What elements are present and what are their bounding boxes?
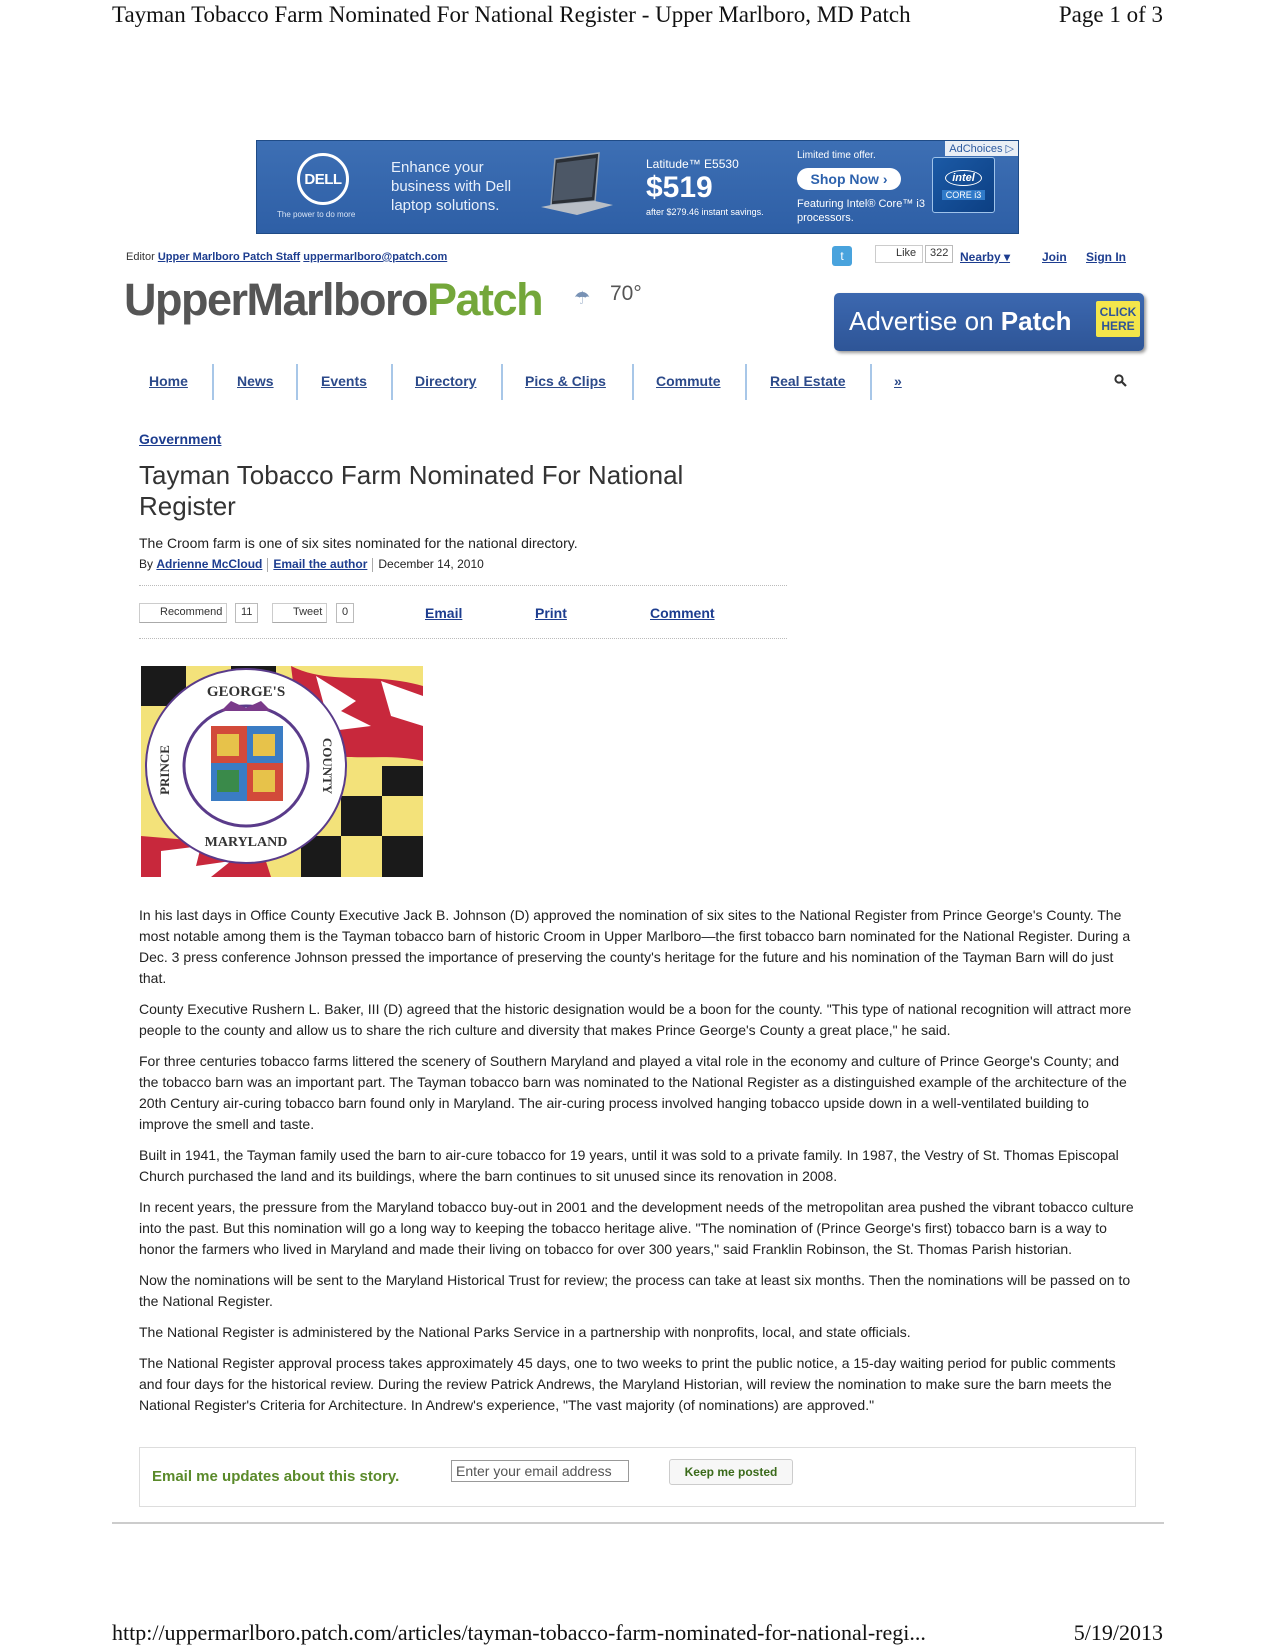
ad-price: $519 <box>646 171 713 204</box>
nav-divider <box>501 364 503 400</box>
article-paragraph: In recent years, the pressure from the Maryland tobacco buy-out in 2001 and the development needs of the metropolitan area pushed the vibrant tobacco culture into the past. But this nomination will go a long way to keeping the tobacco heritage alive. "The nomination of (Prince George's first) tobacco barn is a way to honor the farmers who lived in Maryland and made their living on tobacco for over 300 years," said Franklin Robinson, the St. Thomas Parish historian. <box>139 1199 1134 1257</box>
article-paragraph: Built in 1941, the Tayman family used the barn to air-cure tobacco for 19 years, until it was sold to a private family. In 1987, the Vestry of St. Thomas Episcopal Church purchased the land and its buildings, where the barn continues to sit unused since its renovation in 2008. <box>139 1147 1119 1184</box>
article-paragraph: Now the nominations will be sent to the Maryland Historical Trust for review; the process can take at least six months. Then the nominations will be passed on to the National Register. <box>139 1272 1131 1309</box>
email-author-link[interactable]: Email the author <box>273 557 368 571</box>
author-link[interactable]: Adrienne McCloud <box>156 557 263 571</box>
email-share-link[interactable]: Email <box>425 605 463 621</box>
byline-divider <box>372 558 373 572</box>
facebook-like-count: 322 <box>925 245 953 263</box>
signup-label: Email me updates about this story. <box>152 1468 400 1485</box>
search-icon[interactable] <box>1114 374 1127 390</box>
ad-offer: Limited time offer. <box>797 150 876 161</box>
nav-more[interactable]: » <box>894 373 902 389</box>
email-signup-box <box>139 1447 1136 1507</box>
nav-divider <box>391 364 393 400</box>
ad-savings: after $279.46 instant savings. <box>646 207 764 217</box>
article-paragraph: In his last days in Office County Executive Jack B. Johnson (D) approved the nomination of six sites to the National Register from Prince George's County. The most notable among them is the Tayman tobacco barn of historic Croom in Upper Marlboro—the first tobacco barn nominated for the National Register. During a Dec. 3 press conference Johnson pressed the importance of preserving the county's heritage for the future and his nomination of the Tayman Barn will do just that. <box>139 907 1131 986</box>
sign-in-link[interactable]: Sign In <box>1086 250 1126 264</box>
dell-tagline: The power to do more <box>277 210 356 219</box>
print-page-number: Page 1 of 3 <box>1058 2 1163 27</box>
main-nav <box>130 362 1150 402</box>
article-paragraph: County Executive Rushern L. Baker, III (D) agreed that the historic designation would be a boon for the county. "This type of national recognition will attract more people to the county and allow us to share the rich culture and diversity that makes Prince George's County a great place," he said. <box>139 1001 1132 1038</box>
byline-divider <box>267 558 268 572</box>
intel-name: intel <box>945 170 982 186</box>
category-link[interactable]: Government <box>139 431 222 447</box>
comment-link[interactable]: Comment <box>650 605 715 621</box>
tweet-count: 0 <box>336 603 354 623</box>
advertise-label <box>849 306 1072 337</box>
intel-core: CORE i3 <box>942 190 986 200</box>
prince-georges-county-flag-image <box>141 666 423 877</box>
ad-model: Latitude™ E5530 <box>646 157 739 171</box>
editor-prefix: Editor <box>126 251 155 263</box>
seal-bottom-text: MARYLAND <box>204 835 288 850</box>
seal-right-text: COUNTY <box>320 737 335 795</box>
tweet-button[interactable]: Tweet <box>272 603 327 623</box>
article-paragraph: The National Register is administered by the National Parks Service in a partnership with nonprofits, local, and state officials. <box>139 1324 911 1340</box>
keep-me-posted-button[interactable]: Keep me posted <box>669 1459 793 1485</box>
nav-home[interactable]: Home <box>149 373 188 389</box>
ad-feature: Featuring Intel® Core™ i3 processors. <box>797 198 925 224</box>
editor-name-link[interactable]: Upper Marlboro Patch Staff <box>157 251 301 263</box>
article-body <box>139 905 1137 1426</box>
article-date: December 14, 2010 <box>378 557 484 571</box>
click-here-badge: CLICK HERE <box>1096 301 1140 337</box>
join-link[interactable]: Join <box>1042 250 1067 264</box>
advertise-brand: Patch <box>1000 306 1072 336</box>
byline-by: By <box>139 557 154 571</box>
nav-pics-clips[interactable]: Pics & Clips <box>525 373 606 389</box>
article-subhead: The Croom farm is one of six sites nominated for the national directory. <box>139 535 578 551</box>
article-headline: Tayman Tobacco Farm Nominated For National Register <box>139 460 684 521</box>
facebook-like-button[interactable]: Like <box>875 245 923 263</box>
nearby-dropdown[interactable]: Nearby ▾ <box>960 250 1011 264</box>
weather-icon: ☂ <box>574 288 591 308</box>
nav-divider <box>212 364 214 400</box>
editor-email-link[interactable]: uppermarlboro@patch.com <box>303 251 448 263</box>
print-header-title: Tayman Tobacco Farm Nominated For National Register - Upper Marlboro, MD Patch <box>112 2 911 27</box>
email-input[interactable] <box>451 1460 629 1482</box>
recommend-count: 11 <box>235 603 258 623</box>
nav-divider <box>296 364 298 400</box>
print-link[interactable]: Print <box>535 605 567 621</box>
advertise-on-patch-button[interactable] <box>834 293 1144 351</box>
article-paragraph: The National Register approval process takes approximately 45 days, one to two weeks to print the public notice, a 15-day waiting period for public comments and four days for the historical review. During the review Patrick Andrews, the Maryland Historian, will review the nomination to make sure the barn meets the National Register's Criteria for Architecture. In Andrew's experience, "The vast majority (of nominations) are approved." <box>139 1355 1116 1413</box>
twitter-icon[interactable]: t <box>832 246 852 266</box>
logo-brand: Patch <box>427 274 543 325</box>
print-footer-url: http://uppermarlboro.patch.com/articles/tayman-tobacco-farm-nominated-for-national-regi... <box>112 1620 926 1645</box>
intel-badge-icon <box>932 157 995 213</box>
byline <box>139 557 484 572</box>
editor-line <box>126 251 447 263</box>
print-footer-date: 5/19/2013 <box>1073 1620 1163 1645</box>
adchoices-link[interactable]: AdChoices ▷ <box>945 141 1018 156</box>
laptop-icon <box>537 151 617 221</box>
recommend-button[interactable]: Recommend <box>139 603 227 623</box>
dell-ad-banner[interactable] <box>256 140 1019 234</box>
nav-commute[interactable]: Commute <box>656 373 721 389</box>
article-paragraph: For three centuries tobacco farms littered the scenery of Southern Maryland and played a vital role in the economy and culture of Prince George's County; and the tobacco barn was an important part. The Tayman tobacco barn was nominated to the National Register as a distinguished example of the architecture of the 20th Century air-curing tobacco barn found only in Maryland. The air-curing process involved hanging tobacco upside down in a well-ventilated building to improve the smell and taste. <box>139 1053 1127 1132</box>
nav-divider <box>870 364 872 400</box>
divider <box>112 1522 1164 1524</box>
share-bar <box>139 585 787 639</box>
seal-left-text: PRINCE <box>157 745 172 795</box>
dell-logo: DELL <box>297 153 349 205</box>
nav-events[interactable]: Events <box>321 373 367 389</box>
ad-headline: Enhance your business with Dell laptop solutions. <box>391 159 512 214</box>
shop-now-button[interactable]: Shop Now › <box>797 168 901 190</box>
nav-real-estate[interactable]: Real Estate <box>770 373 846 389</box>
seal-top-text: GEORGE'S <box>206 684 286 700</box>
site-logo[interactable] <box>124 274 542 326</box>
nav-news[interactable]: News <box>237 373 274 389</box>
nav-divider <box>745 364 747 400</box>
nav-divider <box>632 364 634 400</box>
advertise-prefix: Advertise on <box>849 306 994 336</box>
weather-temperature: 70° <box>610 282 642 305</box>
logo-town: UpperMarlboro <box>124 274 428 325</box>
nav-directory[interactable]: Directory <box>415 373 477 389</box>
